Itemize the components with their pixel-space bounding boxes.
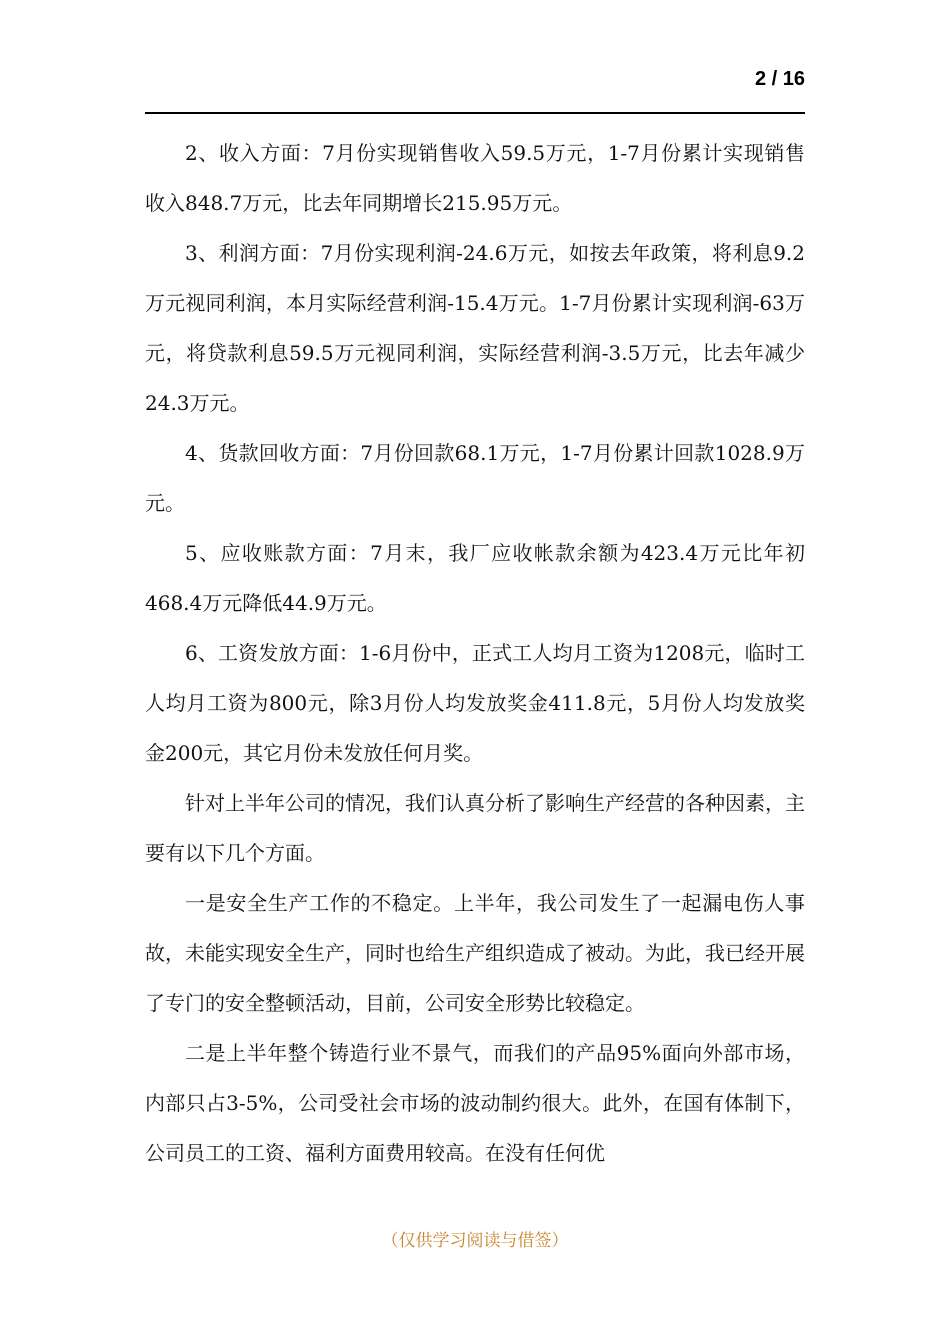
header-rule bbox=[145, 112, 805, 114]
paragraph-wages: 6、工资发放方面：1-6月份中，正式工人均月工资为1208元，临时工人均月工资为800元，除3月份人均发放奖金411.8元，5月份人均发放奖金200元，其它月份未发放任何月奖。 bbox=[145, 641, 805, 765]
footer-note: （仅供学习阅读与借签） bbox=[381, 1231, 569, 1251]
paragraph-receivables: 5、应收账款方面：7月末，我厂应收帐款余额为423.4万元比年初468.4万元降低44.9万元。 bbox=[145, 541, 805, 615]
paragraph-analysis-intro: 针对上半年公司的情况，我们认真分析了影响生产经营的各种因素，主要有以下几个方面。 bbox=[145, 791, 805, 865]
paragraph-industry: 二是上半年整个铸造行业不景气，而我们的产品95%面向外部市场，内部只占3-5%，公司受社会市场的波动制约很大。此外，在国有体制下，公司员工的工资、福利方面费用较高。在没有任何优 bbox=[145, 1041, 805, 1165]
paragraph-revenue: 2、收入方面：7月份实现销售收入59.5万元，1-7月份累计实现销售收入848.7万元，比去年同期增长215.95万元。 bbox=[145, 141, 805, 215]
paragraph-profit: 3、利润方面：7月份实现利润-24.6万元，如按去年政策，将利息9.2万元视同利润，本月实际经营利润-15.4万元。1-7月份累计实现利润-63万元，将贷款利息59.5万元视同利润，实际经营利润-3.5万元，比去年减少24.3万元。 bbox=[145, 241, 805, 415]
paragraph-collection: 4、货款回收方面：7月份回款68.1万元，1-7月份累计回款1028.9万元。 bbox=[145, 441, 805, 515]
page-number: 2 / 16 bbox=[754, 68, 805, 90]
paragraph-safety: 一是安全生产工作的不稳定。上半年，我公司发生了一起漏电伤人事故，未能实现安全生产，同时也给生产组织造成了被动。为此，我已经开展了专门的安全整顿活动，目前，公司安全形势比较稳定。 bbox=[145, 891, 805, 1015]
body-text bbox=[145, 128, 805, 1178]
